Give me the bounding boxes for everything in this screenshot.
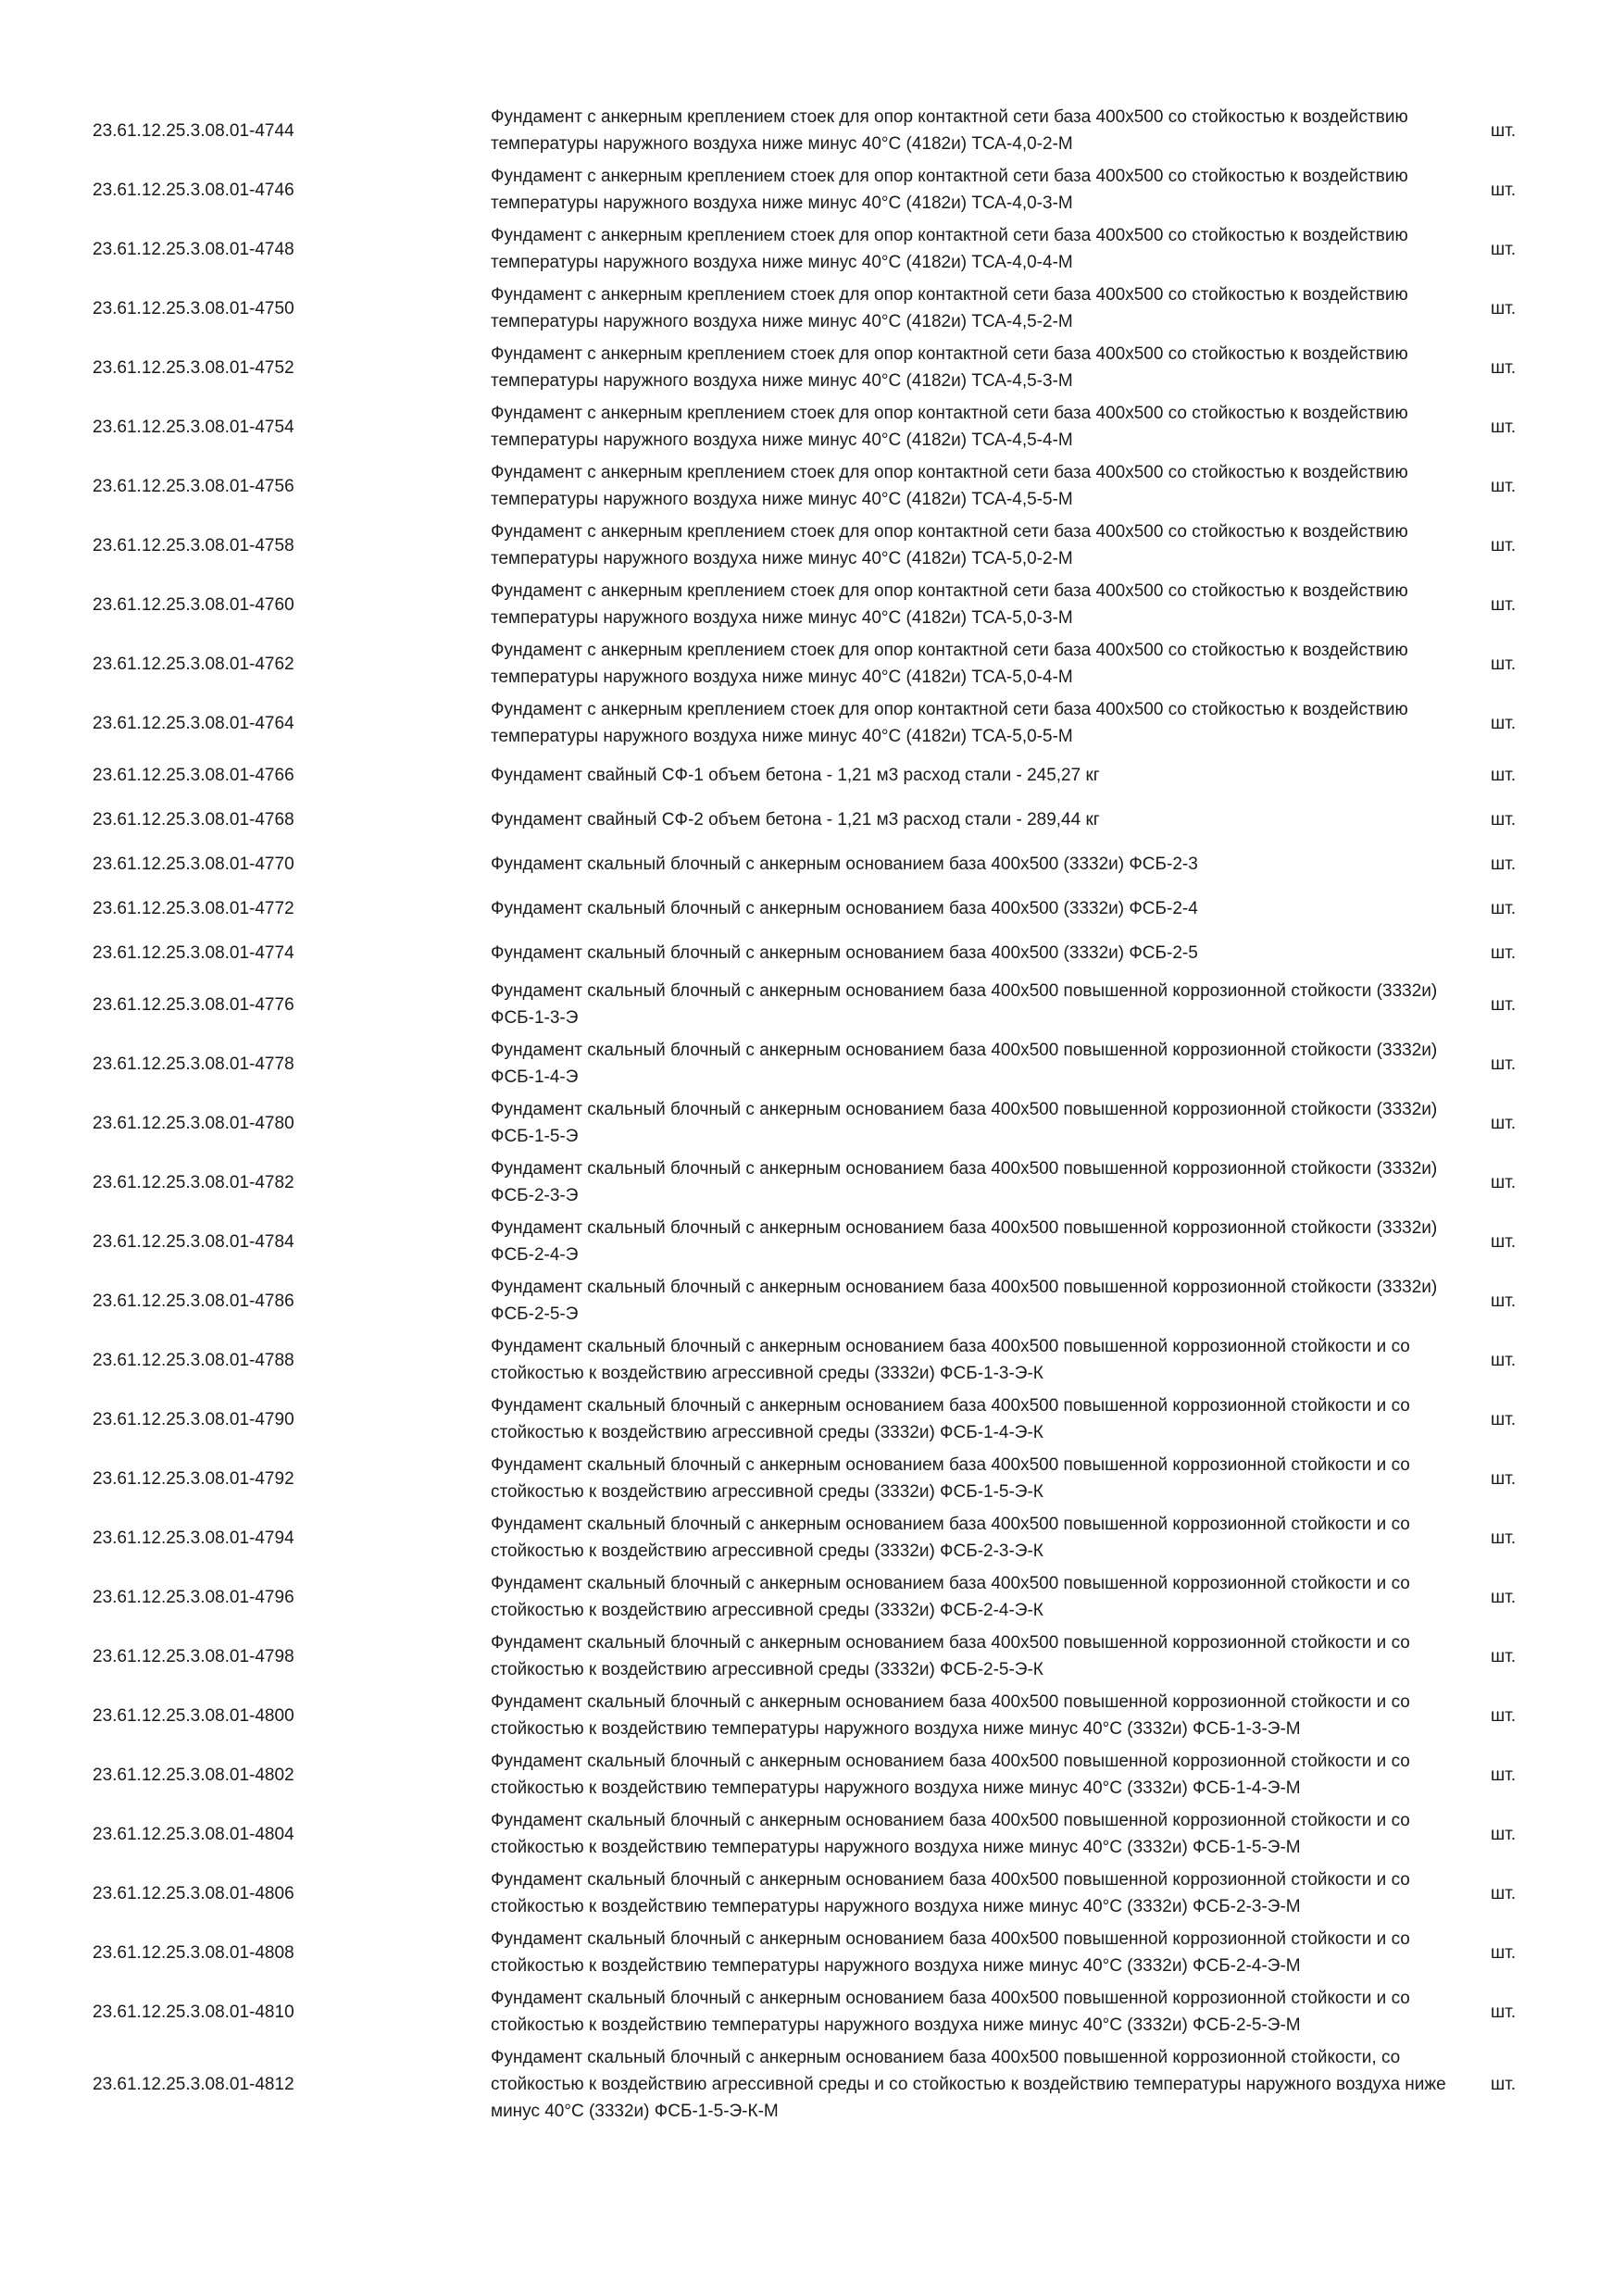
resource-code: 23.61.12.25.3.08.01-4744 [93, 120, 294, 141]
resource-description: Фундамент с анкерным креплением стоек для опор контактной сети база 400х500 со стойкостью к воздействию температуры наружного воздуха ниже минус 40°С (4182и) ТСА-5,0-3-М [491, 581, 1408, 628]
resource-unit: шт. [1491, 942, 1517, 963]
resource-description: Фундамент скальный блочный с анкерным основанием база 400х500 повышенной коррозионной стойкости (3332и) ФСБ-1-3-Э [491, 981, 1438, 1028]
table-row [93, 516, 1555, 575]
resource-description: Фундамент с анкерным креплением стоек для опор контактной сети база 400х500 со стойкостью к воздействию температуры наружного воздуха ниже минус 40°С (4182и) ТСА-5,0-2-М [491, 522, 1408, 568]
resource-description: Фундамент скальный блочный с анкерным основанием база 400х500 повышенной коррозионной стойкости и со стойкостью к воздействию температуры наружного воздуха ниже минус 40°С (3332и) ФСБ-2-4-Э-М [491, 1929, 1410, 1976]
resource-code: 23.61.12.25.3.08.01-4796 [93, 1587, 294, 1607]
resource-description: Фундамент с анкерным креплением стоек для опор контактной сети база 400х500 со стойкостью к воздействию температуры наружного воздуха ниже минус 40°С (4182и) ТСА-4,0-4-М [491, 226, 1408, 272]
resource-description: Фундамент с анкерным креплением стоек для опор контактной сети база 400х500 со стойкостью к воздействию температуры наружного воздуха ниже минус 40°С (4182и) ТСА-4,5-5-М [491, 463, 1408, 509]
resource-code: 23.61.12.25.3.08.01-4746 [93, 180, 294, 200]
resource-unit: шт. [1491, 1587, 1517, 1607]
resource-description: Фундамент скальный блочный с анкерным основанием база 400х500 повышенной коррозионной стойкости и со стойкостью к воздействию температуры наружного воздуха ниже минус 40°С (3332и) ФСБ-2-3-Э-М [491, 1870, 1410, 1916]
resource-code: 23.61.12.25.3.08.01-4760 [93, 594, 294, 615]
resource-description: Фундамент скальный блочный с анкерным основанием база 400х500 повышенной коррозионной стойкости и со стойкостью к воздействию температуры наружного воздуха ниже минус 40°С (3332и) ФСБ-1-4-Э-М [491, 1752, 1410, 1798]
resource-description: Фундамент скальный блочный с анкерным основанием база 400х500 повышенной коррозионной стойкости и со стойкостью к воздействию агрессивной среды (3332и) ФСБ-1-4-Э-К [491, 1396, 1410, 1442]
resource-code: 23.61.12.25.3.08.01-4806 [93, 1883, 294, 1903]
resource-unit: шт. [1491, 1646, 1517, 1666]
resource-unit: шт. [1491, 180, 1517, 200]
table-row [93, 456, 1555, 516]
resource-description: Фундамент с анкерным креплением стоек для опор контактной сети база 400х500 со стойкостью к воздействию температуры наружного воздуха ниже минус 40°С (4182и) ТСА-4,0-3-М [491, 167, 1408, 213]
table-row [93, 1449, 1555, 1508]
table-row [93, 397, 1555, 456]
resource-code: 23.61.12.25.3.08.01-4810 [93, 2002, 294, 2022]
resource-unit: шт. [1491, 1468, 1517, 1489]
resource-description: Фундамент скальный блочный с анкерным основанием база 400х500 повышенной коррозионной стойкости и со стойкостью к воздействию агрессивной среды (3332и) ФСБ-2-4-Э-К [491, 1574, 1410, 1620]
resource-code: 23.61.12.25.3.08.01-4764 [93, 713, 294, 733]
resource-unit: шт. [1491, 1705, 1517, 1726]
table-row [93, 1567, 1555, 1627]
resource-description: Фундамент скальный блочный с анкерным основанием база 400х500 повышенной коррозионной стойкости и со стойкостью к воздействию агрессивной среды (3332и) ФСБ-1-3-Э-К [491, 1337, 1410, 1383]
resource-unit: шт. [1491, 1350, 1517, 1370]
resource-description: Фундамент скальный блочный с анкерным основанием база 400х500 (3332и) ФСБ-2-4 [491, 898, 1198, 918]
resource-code: 23.61.12.25.3.08.01-4804 [93, 1824, 294, 1844]
resource-code: 23.61.12.25.3.08.01-4766 [93, 765, 294, 785]
resource-unit: шт. [1491, 535, 1517, 555]
resource-code: 23.61.12.25.3.08.01-4756 [93, 476, 294, 496]
resource-unit: шт. [1491, 654, 1517, 674]
table-row [93, 279, 1555, 338]
resource-table-body [93, 101, 1555, 2128]
resource-code: 23.61.12.25.3.08.01-4792 [93, 1468, 294, 1489]
resource-description: Фундамент с анкерным креплением стоек для опор контактной сети база 400х500 со стойкостью к воздействию температуры наружного воздуха ниже минус 40°С (4182и) ТСА-5,0-4-М [491, 641, 1408, 687]
resource-description: Фундамент скальный блочный с анкерным основанием база 400х500 повышенной коррозионной стойкости (3332и) ФСБ-1-4-Э [491, 1041, 1438, 1087]
table-row [93, 160, 1555, 219]
table-row [93, 1093, 1555, 1153]
table-row [93, 1864, 1555, 1923]
resource-code: 23.61.12.25.3.08.01-4790 [93, 1409, 294, 1429]
resource-unit: шт. [1491, 1231, 1517, 1252]
resource-description: Фундамент скальный блочный с анкерным основанием база 400х500 повышенной коррозионной стойкости (3332и) ФСБ-1-5-Э [491, 1100, 1438, 1146]
resource-unit: шт. [1491, 713, 1517, 733]
table-row [93, 693, 1555, 753]
table-row [93, 1508, 1555, 1567]
resource-description: Фундамент свайный СФ-2 объем бетона - 1,21 м3 расход стали - 289,44 кг [491, 809, 1100, 830]
table-row [93, 930, 1555, 975]
resource-unit: шт. [1491, 765, 1517, 785]
resource-unit: шт. [1491, 2075, 1517, 2094]
table-row [93, 842, 1555, 886]
resource-code: 23.61.12.25.3.08.01-4778 [93, 1054, 294, 1074]
resource-code: 23.61.12.25.3.08.01-4774 [93, 942, 294, 963]
resource-unit: шт. [1491, 1765, 1517, 1785]
resource-code: 23.61.12.25.3.08.01-4754 [93, 417, 294, 437]
resource-unit: шт. [1491, 417, 1517, 437]
table-row [93, 886, 1555, 930]
table-row [93, 1982, 1555, 2041]
resource-table [93, 101, 1555, 2128]
resource-description: Фундамент скальный блочный с анкерным основанием база 400х500 повышенной коррозионной стойкости и со стойкостью к воздействию агрессивной среды (3332и) ФСБ-2-3-Э-К [491, 1515, 1410, 1561]
resource-code: 23.61.12.25.3.08.01-4758 [93, 535, 294, 555]
resource-unit: шт. [1491, 2002, 1517, 2022]
table-row [93, 575, 1555, 634]
table-row [93, 1686, 1555, 1745]
resource-unit: шт. [1491, 854, 1517, 874]
table-row [93, 797, 1555, 842]
resource-unit: шт. [1491, 357, 1517, 378]
resource-unit: шт. [1491, 594, 1517, 615]
resource-code: 23.61.12.25.3.08.01-4768 [93, 809, 294, 830]
resource-unit: шт. [1491, 1113, 1517, 1133]
resource-code: 23.61.12.25.3.08.01-4800 [93, 1705, 294, 1726]
resource-unit: шт. [1491, 1824, 1517, 1844]
resource-code: 23.61.12.25.3.08.01-4794 [93, 1528, 294, 1548]
resource-unit: шт. [1491, 1054, 1517, 1074]
resource-code: 23.61.12.25.3.08.01-4788 [93, 1350, 294, 1370]
table-row [93, 1034, 1555, 1093]
resource-description: Фундамент скальный блочный с анкерным основанием база 400х500 повышенной коррозионной стойкости (3332и) ФСБ-2-3-Э [491, 1159, 1438, 1205]
resource-code: 23.61.12.25.3.08.01-4812 [93, 2075, 294, 2094]
resource-code: 23.61.12.25.3.08.01-4802 [93, 1765, 294, 1785]
resource-unit: шт. [1491, 239, 1517, 259]
resource-description: Фундамент с анкерным креплением стоек для опор контактной сети база 400х500 со стойкостью к воздействию температуры наружного воздуха ниже минус 40°С (4182и) ТСА-4,5-3-М [491, 344, 1408, 391]
resource-unit: шт. [1491, 476, 1517, 496]
resource-description: Фундамент скальный блочный с анкерным основанием база 400х500 повышенной коррозионной стойкости и со стойкостью к воздействию температуры наружного воздуха ниже минус 40°С (3332и) ФСБ-1-5-Э-М [491, 1811, 1410, 1857]
resource-description: Фундамент скальный блочный с анкерным основанием база 400х500 повышенной коррозионной стойкости (3332и) ФСБ-2-4-Э [491, 1218, 1438, 1265]
table-row [93, 1804, 1555, 1864]
resource-code: 23.61.12.25.3.08.01-4776 [93, 994, 294, 1015]
table-row [93, 1390, 1555, 1449]
table-row [93, 975, 1555, 1034]
resource-unit: шт. [1491, 1291, 1517, 1311]
resource-description: Фундамент с анкерным креплением стоек для опор контактной сети база 400х500 со стойкостью к воздействию температуры наружного воздуха ниже минус 40°С (4182и) ТСА-5,0-5-М [491, 700, 1408, 746]
resource-code: 23.61.12.25.3.08.01-4772 [93, 898, 294, 918]
resource-unit: шт. [1491, 994, 1517, 1015]
resource-description: Фундамент скальный блочный с анкерным основанием база 400х500 повышенной коррозионной стойкости (3332и) ФСБ-2-5-Э [491, 1278, 1438, 1324]
table-row [93, 1923, 1555, 1982]
resource-unit: шт. [1491, 298, 1517, 318]
resource-description: Фундамент с анкерным креплением стоек для опор контактной сети база 400х500 со стойкостью к воздействию температуры наружного воздуха ниже минус 40°С (4182и) ТСА-4,5-2-М [491, 285, 1408, 331]
table-row [93, 219, 1555, 279]
table-row [93, 1330, 1555, 1390]
resource-description: Фундамент скальный блочный с анкерным основанием база 400х500 (3332и) ФСБ-2-5 [491, 942, 1198, 963]
resource-unit: шт. [1491, 120, 1517, 141]
resource-unit: шт. [1491, 1409, 1517, 1429]
table-row [93, 338, 1555, 397]
resource-unit: шт. [1491, 809, 1517, 830]
resource-description: Фундамент скальный блочный с анкерным основанием база 400х500 повышенной коррозионной стойкости и со стойкостью к воздействию температуры наружного воздуха ниже минус 40°С (3332и) ФСБ-2-5-Э-М [491, 1989, 1410, 2035]
resource-code: 23.61.12.25.3.08.01-4808 [93, 1942, 294, 1963]
table-row [93, 101, 1555, 160]
resource-unit: шт. [1491, 1942, 1517, 1963]
resource-code: 23.61.12.25.3.08.01-4798 [93, 1646, 294, 1666]
table-row [93, 1745, 1555, 1804]
table-row [93, 2041, 1555, 2128]
resource-unit: шт. [1491, 1883, 1517, 1903]
resource-unit: шт. [1491, 1528, 1517, 1548]
table-row [93, 1627, 1555, 1686]
table-row [93, 1271, 1555, 1330]
resource-unit: шт. [1491, 1172, 1517, 1192]
resource-code: 23.61.12.25.3.08.01-4762 [93, 654, 294, 674]
resource-code: 23.61.12.25.3.08.01-4784 [93, 1231, 294, 1252]
resource-code: 23.61.12.25.3.08.01-4786 [93, 1291, 294, 1311]
resource-description: Фундамент скальный блочный с анкерным основанием база 400х500 (3332и) ФСБ-2-3 [491, 854, 1198, 874]
resource-description: Фундамент скальный блочный с анкерным основанием база 400х500 повышенной коррозионной стойкости и со стойкостью к воздействию температуры наружного воздуха ниже минус 40°С (3332и) ФСБ-1-3-Э-М [491, 1692, 1410, 1739]
resource-description: Фундамент скальный блочный с анкерным основанием база 400х500 повышенной коррозионной стойкости и со стойкостью к воздействию агрессивной среды (3332и) ФСБ-1-5-Э-К [491, 1455, 1410, 1502]
resource-description: Фундамент скальный блочный с анкерным основанием база 400х500 повышенной коррозионной стойкости и со стойкостью к воздействию агрессивной среды (3332и) ФСБ-2-5-Э-К [491, 1633, 1410, 1679]
table-row [93, 1153, 1555, 1212]
table-row [93, 1212, 1555, 1271]
resource-description: Фундамент свайный СФ-1 объем бетона - 1,21 м3 расход стали - 245,27 кг [491, 765, 1100, 785]
resource-description: Фундамент с анкерным креплением стоек для опор контактной сети база 400х500 со стойкостью к воздействию температуры наружного воздуха ниже минус 40°С (4182и) ТСА-4,0-2-М [491, 107, 1408, 154]
resource-description: Фундамент скальный блочный с анкерным основанием база 400х500 повышенной коррозионной стойкости, со стойкостью к воздействию агрессивной среды и со стойкостью к воздействию температуры наружного воздуха ниже минус 40°С (3332и) ФСБ-1-5-Э-К-М [491, 2048, 1446, 2121]
resource-code: 23.61.12.25.3.08.01-4750 [93, 298, 294, 318]
resource-description: Фундамент с анкерным креплением стоек для опор контактной сети база 400х500 со стойкостью к воздействию температуры наружного воздуха ниже минус 40°С (4182и) ТСА-4,5-4-М [491, 404, 1408, 450]
resource-unit: шт. [1491, 898, 1517, 918]
resource-code: 23.61.12.25.3.08.01-4780 [93, 1113, 294, 1133]
resource-code: 23.61.12.25.3.08.01-4782 [93, 1172, 294, 1192]
resource-code: 23.61.12.25.3.08.01-4748 [93, 239, 294, 259]
resource-code: 23.61.12.25.3.08.01-4770 [93, 854, 294, 874]
table-row [93, 753, 1555, 797]
resource-code: 23.61.12.25.3.08.01-4752 [93, 357, 294, 378]
table-row [93, 634, 1555, 693]
